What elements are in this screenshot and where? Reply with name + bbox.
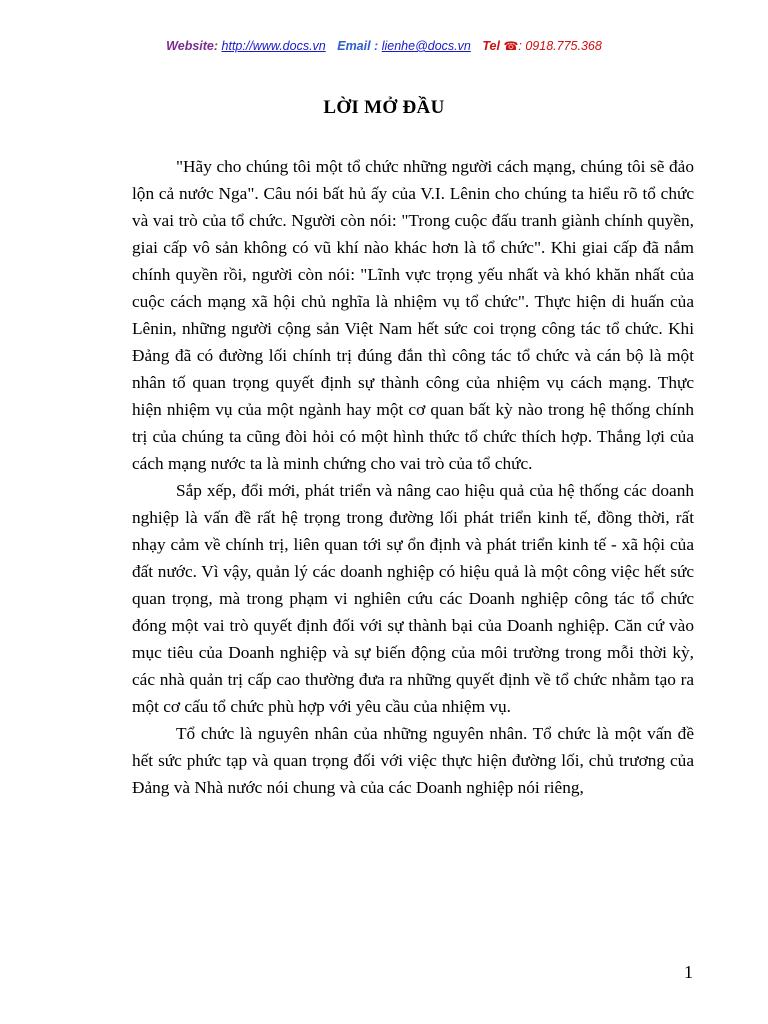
paragraph-2: Sắp xếp, đổi mới, phát triển và nâng cao hiệu quả của hệ thống các doanh nghiệp là vấn đề rất hệ trọng trong đường lối phát triển kinh tế, đồng thời, rất nhạy cảm về chính trị, liên quan tới sự ổn định và phát triển kinh tế - xã hội của đất nước. Vì vậy, quản lý các doanh nghiệp có hiệu quả là một công việc hết sức quan trọng, mà trong phạm vi nghiên cứu các Doanh nghiệp công tác tổ chức đóng một vai trò quyết định đối với sự thành bại của Doanh nghiệp. Căn cứ vào mục tiêu của Doanh nghiệp và sự biến động của môi trường trong mỗi thời kỳ, các nhà quản trị cấp cao thường đưa ra những quyết định về tổ chức nhằm tạo ra một cơ cấu tổ chức phù hợp với yêu cầu của nhiệm vụ. bbox=[132, 481, 694, 716]
website-label: Website: bbox=[166, 39, 219, 53]
tel-label: Tel bbox=[482, 39, 500, 53]
email-label: Email : bbox=[337, 39, 379, 53]
page-number: 1 bbox=[684, 962, 693, 982]
page-title: LỜI MỞ ĐẦU bbox=[323, 97, 445, 118]
page-header bbox=[0, 39, 768, 53]
email-link[interactable]: lienhe@docs.vn bbox=[381, 39, 471, 53]
phone-number: : 0918.775.368 bbox=[518, 39, 602, 53]
website-link[interactable]: http://www.docs.vn bbox=[221, 39, 326, 53]
document-body bbox=[132, 153, 694, 801]
phone-icon: ☎ bbox=[503, 39, 519, 53]
paragraph-3: Tổ chức là nguyên nhân của những nguyên nhân. Tổ chức là một vấn đề hết sức phức tạp và quan trọng đối với việc thực hiện đường lối, chủ trương của Đảng và Nhà nước nói chung và của các Doanh nghiệp nói riêng, bbox=[132, 724, 694, 797]
paragraph-1: "Hãy cho chúng tôi một tổ chức những người cách mạng, chúng tôi sẽ đảo lộn cả nước Nga". Câu nói bất hủ ấy của V.I. Lênin cho chúng ta hiểu rõ tổ chức và vai trò của tổ chức. Người còn nói: "Trong cuộc đấu tranh giành chính quyền, giai cấp vô sản không có vũ khí nào khác hơn là tổ chức". Khi giai cấp đã nắm chính quyền rồi, người còn nói: "Lĩnh vực trọng yếu nhất và khó khăn nhất của cuộc cách mạng xã hội chủ nghĩa là nhiệm vụ tổ chức". Thực hiện di huấn của Lênin, những người cộng sản Việt Nam hết sức coi trọng công tác tổ chức. Khi Đảng đã có đường lối chính trị đúng đắn thì công tác tổ chức và cán bộ là một nhân tố quan trọng quyết định sự thành công của nhiệm vụ cách mạng. Thực hiện nhiệm vụ của một ngành hay một cơ quan bất kỳ nào trong hệ thống chính trị của chúng ta cũng đòi hỏi có một hình thức tổ chức thích hợp. Thắng lợi của cách mạng nước ta là minh chứng cho vai trò của tổ chức. bbox=[132, 157, 694, 473]
